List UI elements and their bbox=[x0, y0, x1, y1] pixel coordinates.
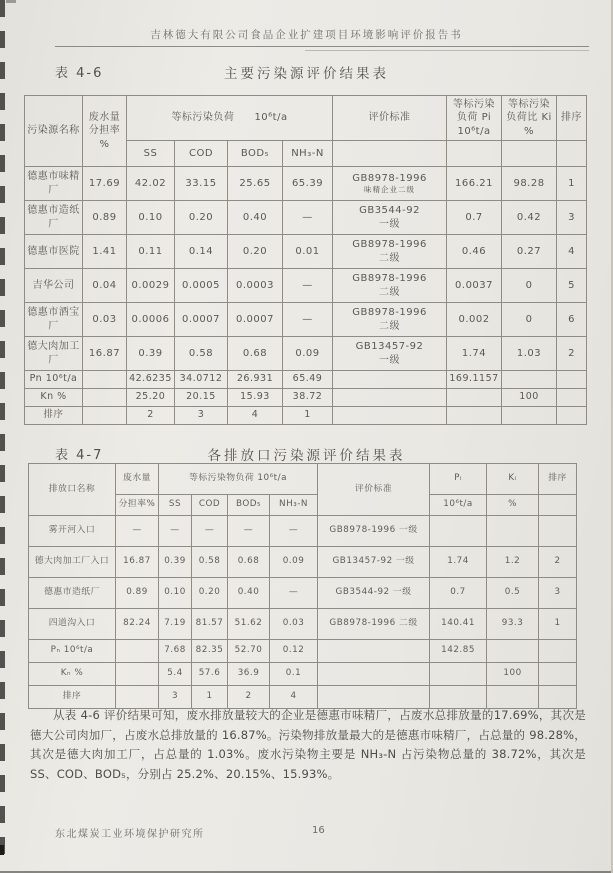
table-cell: 0.002 bbox=[447, 303, 502, 337]
table-cell: 德大肉加工厂入口 bbox=[29, 547, 116, 578]
column-header-rank: 排序 bbox=[539, 464, 577, 495]
column-header-ki-unit: % bbox=[487, 495, 539, 516]
table-cell: 169.1157 bbox=[447, 371, 502, 389]
table-cell: 4 bbox=[270, 686, 318, 709]
table-cell: 7.19 bbox=[159, 609, 192, 640]
table-cell: 0.10 bbox=[159, 578, 192, 609]
table-cell: 0.0037 bbox=[447, 269, 502, 303]
table-cell bbox=[318, 640, 430, 663]
table-summary-row bbox=[25, 371, 587, 389]
table-summary-row bbox=[29, 640, 577, 663]
table-cell: — bbox=[270, 578, 318, 609]
table-cell bbox=[502, 371, 557, 389]
column-header-ki: Kᵢ bbox=[487, 464, 539, 495]
table-cell bbox=[502, 141, 557, 167]
table-cell bbox=[83, 371, 127, 389]
standard-grade: 一级 bbox=[379, 218, 401, 230]
table-cell bbox=[557, 141, 587, 167]
summary-label: 排序 bbox=[29, 686, 116, 709]
table-cell: 0.58 bbox=[192, 547, 228, 578]
table-row bbox=[25, 303, 587, 337]
table-cell: 0.09 bbox=[270, 547, 318, 578]
table-row bbox=[25, 167, 587, 201]
table-cell: 65.49 bbox=[283, 371, 333, 389]
table-header-row bbox=[29, 464, 577, 495]
table-cell bbox=[333, 407, 447, 425]
table-cell: 25.20 bbox=[127, 389, 175, 407]
load-group-label: 等标污染负荷 bbox=[171, 112, 235, 124]
table-cell: 1.03 bbox=[502, 337, 557, 371]
table-cell bbox=[487, 640, 539, 663]
column-header-nh3n: NH₃-N bbox=[270, 495, 318, 516]
column-header-standard: 评价标准 bbox=[318, 464, 430, 516]
table-cell bbox=[333, 201, 447, 235]
scan-binding-shadow bbox=[0, 0, 5, 858]
table-cell: 2 bbox=[557, 337, 587, 371]
table-cell: 0.03 bbox=[270, 609, 318, 640]
table47-label: 表 4-7 bbox=[55, 448, 104, 463]
column-header-pi-unit: 10⁶t/a bbox=[430, 495, 487, 516]
table-cell: 100 bbox=[487, 663, 539, 686]
standard-code: GB8978-1996 bbox=[352, 273, 427, 284]
table-cell: 0.42 bbox=[502, 201, 557, 235]
standard-code: GB8978-1996 bbox=[352, 172, 427, 184]
table-cell: 81.57 bbox=[192, 609, 228, 640]
table-cell: 16.87 bbox=[116, 547, 159, 578]
table-cell bbox=[333, 167, 447, 201]
table-summary-row bbox=[25, 389, 587, 407]
table-cell: 0.14 bbox=[175, 235, 228, 269]
table-cell bbox=[539, 516, 577, 547]
table-cell: 100 bbox=[502, 389, 557, 407]
table-cell bbox=[487, 516, 539, 547]
table-cell: 2 bbox=[539, 547, 577, 578]
column-header-nh3n: NH₃-N bbox=[283, 141, 333, 167]
table-cell: 四道沟入口 bbox=[29, 609, 116, 640]
table-cell: 0.68 bbox=[228, 547, 270, 578]
table-cell bbox=[557, 407, 587, 425]
table-cell bbox=[447, 141, 502, 167]
column-header-share-top: 废水量 bbox=[116, 464, 159, 495]
table-cell: 16.87 bbox=[83, 337, 127, 371]
table-cell: 1 bbox=[539, 609, 577, 640]
table-row bbox=[25, 235, 587, 269]
table-summary-row bbox=[29, 663, 577, 686]
table-cell: 7.68 bbox=[159, 640, 192, 663]
table-cell: 1.74 bbox=[447, 337, 502, 371]
table-cell bbox=[333, 269, 447, 303]
table-cell: 0 bbox=[502, 269, 557, 303]
table-summary-row bbox=[25, 407, 587, 425]
table-cell bbox=[333, 141, 447, 167]
table-cell: 3 bbox=[539, 578, 577, 609]
table-cell: 36.9 bbox=[228, 663, 270, 686]
table-cell: 6 bbox=[557, 303, 587, 337]
table-cell: 0.1 bbox=[270, 663, 318, 686]
table-cell: 93.3 bbox=[487, 609, 539, 640]
scan-corner-mark bbox=[6, 0, 16, 3]
table-cell: — bbox=[159, 516, 192, 547]
table46-caption bbox=[0, 62, 613, 80]
table-cell: — bbox=[228, 516, 270, 547]
table-cell: 5 bbox=[557, 269, 587, 303]
table-cell bbox=[333, 371, 447, 389]
table-cell: 3 bbox=[557, 201, 587, 235]
table-cell: 26.931 bbox=[228, 371, 283, 389]
summary-label: 排序 bbox=[25, 407, 83, 425]
table-cell: GB8978-1996 二级 bbox=[318, 609, 430, 640]
table-cell: 15.93 bbox=[228, 389, 283, 407]
standard-code: GB8978-1996 bbox=[352, 307, 427, 318]
table-cell: — bbox=[283, 201, 333, 235]
table-cell: 17.69 bbox=[83, 167, 127, 201]
table-cell bbox=[430, 663, 487, 686]
table-cell bbox=[116, 640, 159, 663]
column-header-share-bottom: 分担率% bbox=[116, 495, 159, 516]
table-cell: 0.0003 bbox=[228, 269, 283, 303]
table-cell: 0.01 bbox=[283, 235, 333, 269]
table-4-6 bbox=[24, 95, 587, 425]
footer-organization: 东北煤炭工业环境保护研究所 bbox=[55, 829, 205, 840]
table-row bbox=[25, 269, 587, 303]
table-cell: 142.85 bbox=[430, 640, 487, 663]
table-row bbox=[29, 516, 577, 547]
table-cell bbox=[430, 516, 487, 547]
table-cell: — bbox=[283, 269, 333, 303]
summary-label: Pₙ 10⁶t/a bbox=[29, 640, 116, 663]
table-cell: 0.89 bbox=[116, 578, 159, 609]
table-cell: 2 bbox=[228, 686, 270, 709]
table-row bbox=[25, 201, 587, 235]
table-cell: GB8978-1996 一级 bbox=[318, 516, 430, 547]
header-rule bbox=[55, 46, 589, 47]
table-cell: 2 bbox=[127, 407, 175, 425]
table-cell: 0.27 bbox=[502, 235, 557, 269]
column-header-ki: 等标污染负荷比 Ki % bbox=[502, 96, 557, 141]
table47-title: 各排放口污染源评价结果表 bbox=[207, 448, 406, 464]
table-cell: 0.39 bbox=[127, 337, 175, 371]
running-header: 吉林德大有限公司食品企业扩建项目环境影响评价报告书 bbox=[150, 29, 463, 41]
table-cell: 0.20 bbox=[192, 578, 228, 609]
table-cell: 98.28 bbox=[502, 167, 557, 201]
column-header-standard: 评价标准 bbox=[333, 96, 447, 141]
table-cell: 0.5 bbox=[487, 578, 539, 609]
table-cell: 140.41 bbox=[430, 609, 487, 640]
table-4-7 bbox=[28, 463, 577, 709]
scan-edge-mark bbox=[0, 845, 4, 855]
table-cell: 0.12 bbox=[270, 640, 318, 663]
table-cell: 0.58 bbox=[175, 337, 228, 371]
table46-label: 表 4-6 bbox=[55, 66, 104, 81]
column-header-cod: COD bbox=[175, 141, 228, 167]
table-cell: 82.24 bbox=[116, 609, 159, 640]
table-cell: — bbox=[192, 516, 228, 547]
table-cell: 52.70 bbox=[228, 640, 270, 663]
table-cell: 0.0007 bbox=[228, 303, 283, 337]
table-cell: 0.20 bbox=[175, 201, 228, 235]
table-cell: 吉华公司 bbox=[25, 269, 83, 303]
table-cell: 0 bbox=[502, 303, 557, 337]
table-cell: 德惠市医院 bbox=[25, 235, 83, 269]
column-header-cod: COD bbox=[192, 495, 228, 516]
table-cell: 1.2 bbox=[487, 547, 539, 578]
table-cell: 57.6 bbox=[192, 663, 228, 686]
table-cell: 0.0029 bbox=[127, 269, 175, 303]
page-number: 16 bbox=[312, 825, 325, 836]
table-cell: 3 bbox=[175, 407, 228, 425]
load-group-unit: 10⁶t/a bbox=[254, 112, 288, 124]
table-cell: 4 bbox=[557, 235, 587, 269]
standard-grade: 味精企业二级 bbox=[364, 185, 416, 195]
table-cell: 4 bbox=[228, 407, 283, 425]
table-cell: 0.0006 bbox=[127, 303, 175, 337]
table-cell: 42.6235 bbox=[127, 371, 175, 389]
table-cell: 51.62 bbox=[228, 609, 270, 640]
table-cell bbox=[447, 407, 502, 425]
table-cell: 0.09 bbox=[283, 337, 333, 371]
table-row bbox=[29, 578, 577, 609]
table-cell: 0.89 bbox=[83, 201, 127, 235]
table-cell: — bbox=[116, 516, 159, 547]
table-cell bbox=[333, 337, 447, 371]
table-cell: 1 bbox=[557, 167, 587, 201]
table-cell: 德大肉加工厂 bbox=[25, 337, 83, 371]
column-header-ss: SS bbox=[127, 141, 175, 167]
table-cell: 82.35 bbox=[192, 640, 228, 663]
table-cell: 0.0005 bbox=[175, 269, 228, 303]
table46-title: 主要污染源评价结果表 bbox=[224, 66, 389, 82]
table-cell: 5.4 bbox=[159, 663, 192, 686]
column-header-load-group: 等标污染物负荷 10⁶t/a bbox=[159, 464, 318, 495]
column-header-load-group bbox=[127, 96, 333, 141]
summary-label: Kₙ % bbox=[29, 663, 116, 686]
table-cell bbox=[502, 407, 557, 425]
table-cell: 166.21 bbox=[447, 167, 502, 201]
summary-label: Pn 10⁶t/a bbox=[25, 371, 83, 389]
table-cell: — bbox=[270, 516, 318, 547]
standard-grade: 二级 bbox=[379, 286, 401, 298]
standard-code: GB3544-92 bbox=[359, 205, 420, 216]
column-header-bod: BOD₅ bbox=[228, 141, 283, 167]
standard-grade: 二级 bbox=[379, 252, 401, 264]
column-header-bod: BOD₅ bbox=[228, 495, 270, 516]
table-cell bbox=[318, 663, 430, 686]
table-cell bbox=[539, 640, 577, 663]
table-cell bbox=[557, 389, 587, 407]
table-cell: 0.20 bbox=[228, 235, 283, 269]
table-cell: 3 bbox=[159, 686, 192, 709]
table-cell bbox=[539, 663, 577, 686]
table-cell: 0.7 bbox=[430, 578, 487, 609]
table-cell bbox=[539, 495, 577, 516]
table-cell bbox=[333, 389, 447, 407]
table-cell bbox=[333, 235, 447, 269]
table-cell: 0.68 bbox=[228, 337, 283, 371]
table-cell: 雾开河入口 bbox=[29, 516, 116, 547]
table-cell: 42.02 bbox=[127, 167, 175, 201]
table-row bbox=[29, 547, 577, 578]
column-header-pi: 等标污染负荷 Pi 10⁶t/a bbox=[447, 96, 502, 141]
table-cell: 1.74 bbox=[430, 547, 487, 578]
standard-code: GB13457-92 bbox=[355, 341, 424, 352]
table-cell: 0.0007 bbox=[175, 303, 228, 337]
table-cell: 德惠市造纸厂 bbox=[25, 201, 83, 235]
table-cell: 0.39 bbox=[159, 547, 192, 578]
column-header-outlet: 排放口名称 bbox=[29, 464, 116, 516]
table-cell: 德惠市味精厂 bbox=[25, 167, 83, 201]
table-cell bbox=[333, 303, 447, 337]
standard-grade: 二级 bbox=[379, 320, 401, 332]
table-cell: 25.65 bbox=[228, 167, 283, 201]
table-cell: — bbox=[283, 303, 333, 337]
column-header-rank: 排序 bbox=[557, 96, 587, 141]
table-cell: 1.41 bbox=[83, 235, 127, 269]
table-cell: 德惠市酒宝厂 bbox=[25, 303, 83, 337]
standard-code: GB8978-1996 bbox=[352, 239, 427, 250]
table-cell: 0.40 bbox=[228, 201, 283, 235]
summary-label: Kn % bbox=[25, 389, 83, 407]
table-cell: GB3544-92 一级 bbox=[318, 578, 430, 609]
table-cell bbox=[557, 371, 587, 389]
table-cell bbox=[447, 389, 502, 407]
column-header-source: 污染源名称 bbox=[25, 96, 83, 167]
table-cell: 33.15 bbox=[175, 167, 228, 201]
table47-caption bbox=[0, 444, 613, 462]
table-cell: 0.04 bbox=[83, 269, 127, 303]
table-cell: 20.15 bbox=[175, 389, 228, 407]
table-cell: 0.11 bbox=[127, 235, 175, 269]
table-cell: 0.7 bbox=[447, 201, 502, 235]
table-cell: 0.40 bbox=[228, 578, 270, 609]
table-cell: GB13457-92 一级 bbox=[318, 547, 430, 578]
table-cell bbox=[116, 663, 159, 686]
table-cell: 65.39 bbox=[283, 167, 333, 201]
table-cell: 34.0712 bbox=[175, 371, 228, 389]
table-row bbox=[25, 337, 587, 371]
table-cell: 0.10 bbox=[127, 201, 175, 235]
table-row bbox=[29, 609, 577, 640]
table-cell bbox=[83, 389, 127, 407]
analysis-paragraph: 从表 4-6 评价结果可知，废水排放量较大的企业是德惠市味精厂，占废水总排放量的17.69%，其次是德大公司肉加厂，占废水总排放量的 16.87%。污染物排放量最大的是德惠市味精厂，占总量的 98.28%，其次是德大肉加工厂，占总量的 1.03%。废水污染物主要是 NH₃-N 占污染物总量的 38.72%，其次是 SS、COD、BOD₅，分别占 25.2%、20.15%、15.93%。 bbox=[30, 708, 586, 781]
column-header-ss: SS bbox=[159, 495, 192, 516]
column-header-share: 废水量分担率 % bbox=[83, 96, 127, 167]
table-cell: 1 bbox=[192, 686, 228, 709]
table-header-row bbox=[25, 96, 587, 141]
table-cell: 1 bbox=[283, 407, 333, 425]
table-cell bbox=[83, 407, 127, 425]
table-cell: 0.03 bbox=[83, 303, 127, 337]
table-cell: 德惠市造纸厂 bbox=[29, 578, 116, 609]
table-cell: 0.46 bbox=[447, 235, 502, 269]
table-cell: 38.72 bbox=[283, 389, 333, 407]
column-header-pi: Pᵢ bbox=[430, 464, 487, 495]
standard-grade: 一级 bbox=[379, 354, 401, 366]
